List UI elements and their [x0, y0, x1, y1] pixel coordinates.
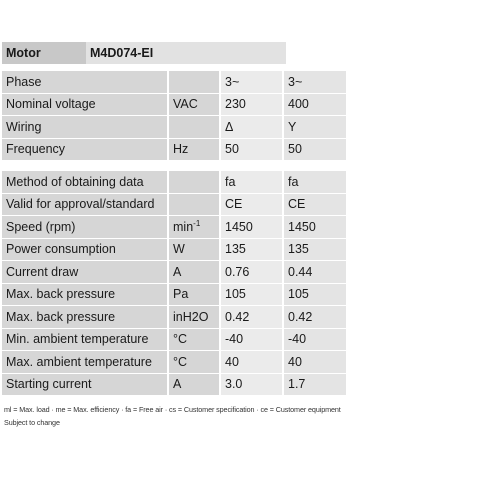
value-230v: -40 [219, 329, 282, 351]
param-unit: $\min^{-1}$ [167, 216, 219, 238]
value-230v: 3~ [219, 71, 282, 93]
value-230v: fa [219, 171, 282, 193]
value-400v: 3~ [282, 71, 346, 93]
value-230v: 1450 [219, 216, 282, 238]
value-230v: 230 [219, 94, 282, 116]
value-230v: 50 [219, 139, 282, 161]
value-230v: 105 [219, 284, 282, 306]
motor-model: M4D074-EI [86, 42, 286, 64]
value-230v: CE [219, 194, 282, 216]
value-230v: 0.76 [219, 261, 282, 283]
param-name: Current draw [2, 261, 167, 283]
param-name: Phase [2, 71, 167, 93]
value-400v: 0.44 [282, 261, 346, 283]
param-name: Power consumption [2, 239, 167, 261]
param-name: Method of obtaining data [2, 171, 167, 193]
param-unit: inH2O [167, 306, 219, 328]
table-row [2, 284, 346, 306]
param-unit: A [167, 261, 219, 283]
performance-spec-table [2, 170, 346, 396]
value-400v: 400 [282, 94, 346, 116]
param-name: Speed (rpm) [2, 216, 167, 238]
param-name: Valid for approval/standard [2, 194, 167, 216]
value-400v: fa [282, 171, 346, 193]
param-unit [167, 194, 219, 216]
param-unit: °C [167, 329, 219, 351]
table-row [2, 194, 346, 216]
value-400v: 135 [282, 239, 346, 261]
table-row [2, 116, 346, 138]
table-row [2, 374, 346, 396]
table-row [2, 306, 346, 328]
param-name: Nominal voltage [2, 94, 167, 116]
param-unit: A [167, 374, 219, 396]
param-unit [167, 116, 219, 138]
param-unit [167, 71, 219, 93]
electrical-spec-table [2, 70, 346, 161]
table-row [2, 239, 346, 261]
param-unit [167, 171, 219, 193]
param-unit: VAC [167, 94, 219, 116]
param-name: Starting current [2, 374, 167, 396]
value-230v: 135 [219, 239, 282, 261]
value-400v: 50 [282, 139, 346, 161]
table-row [2, 329, 346, 351]
table-row [2, 171, 346, 193]
value-400v: CE [282, 194, 346, 216]
value-400v: 0.42 [282, 306, 346, 328]
value-400v: Y [282, 116, 346, 138]
param-name: Max. back pressure [2, 284, 167, 306]
table-row [2, 351, 346, 373]
legend-footnote: ml = Max. load · me = Max. efficiency · fa = Free air · cs = Customer specification · ce = Customer equipment [4, 405, 341, 414]
table-row [2, 71, 346, 93]
param-unit: Pa [167, 284, 219, 306]
value-230v: 3.0 [219, 374, 282, 396]
param-name: Wiring [2, 116, 167, 138]
param-name: Frequency [2, 139, 167, 161]
value-400v: -40 [282, 329, 346, 351]
motor-header [2, 42, 286, 64]
param-name: Min. ambient temperature [2, 329, 167, 351]
value-400v: 40 [282, 351, 346, 373]
table-row [2, 94, 346, 116]
param-unit: Hz [167, 139, 219, 161]
table-row [2, 261, 346, 283]
motor-label: Motor [2, 42, 86, 64]
value-400v: 105 [282, 284, 346, 306]
subject-to-change-note: Subject to change [4, 418, 60, 427]
value-230v: Δ [219, 116, 282, 138]
value-400v: 1.7 [282, 374, 346, 396]
table-row [2, 216, 346, 238]
value-400v: 1450 [282, 216, 346, 238]
param-name: Max. back pressure [2, 306, 167, 328]
param-unit: W [167, 239, 219, 261]
param-name: Max. ambient temperature [2, 351, 167, 373]
param-unit: °C [167, 351, 219, 373]
value-230v: 40 [219, 351, 282, 373]
table-row [2, 139, 346, 161]
value-230v: 0.42 [219, 306, 282, 328]
